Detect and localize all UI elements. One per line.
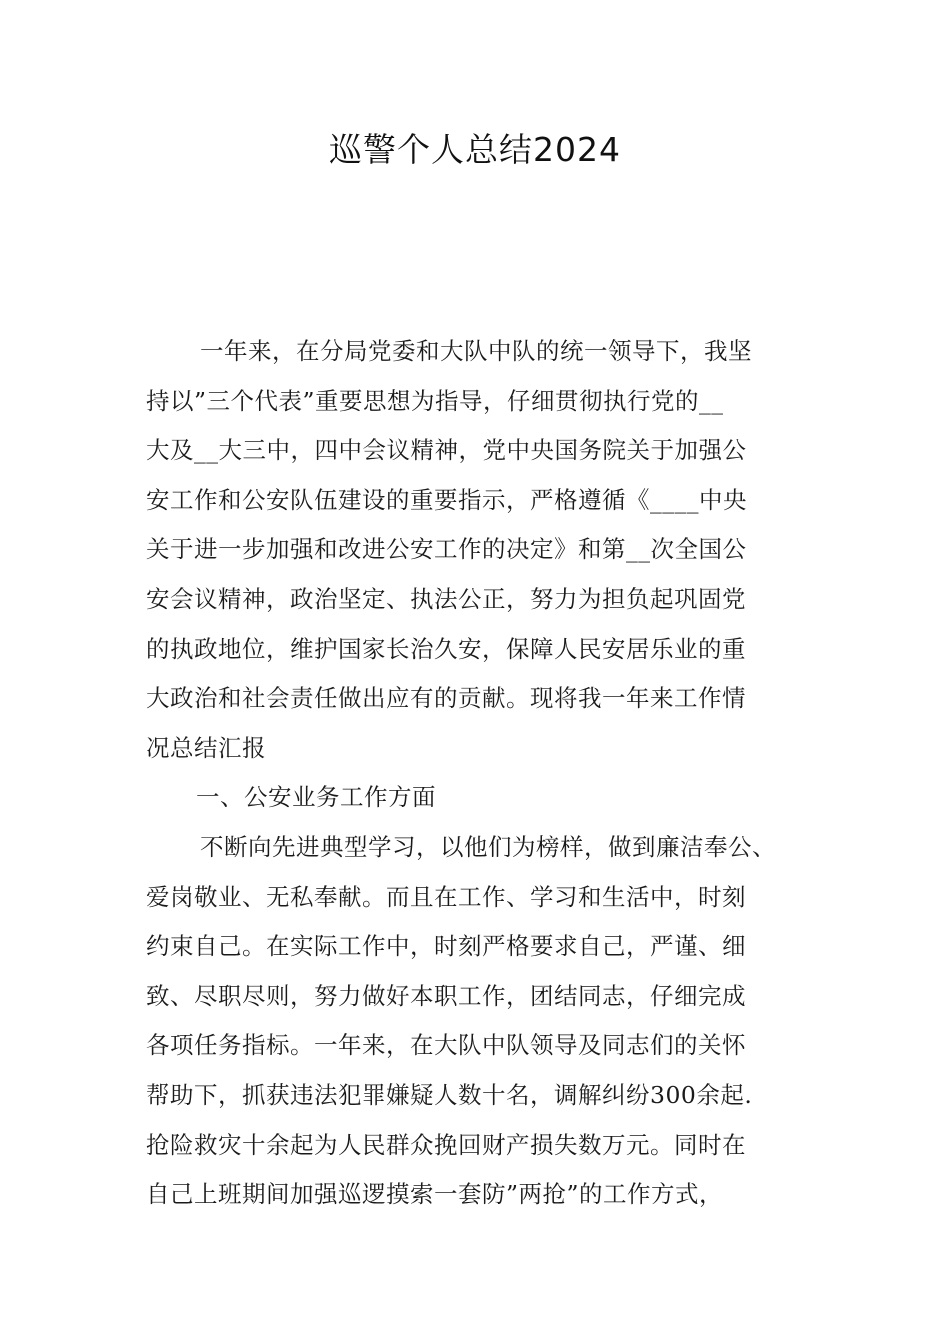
document-body (146, 327, 810, 1220)
paragraph-line: 的执政地位，维护国家长治久安，保障人民安居乐业的重 (146, 634, 746, 663)
document-title: 巡警个人总结2024 (329, 130, 621, 169)
paragraph-line: 况总结汇报 (146, 733, 266, 762)
paragraph-line: 约束自己。在实际工作中，时刻严格要求自己，严谨、细 (146, 932, 746, 961)
paragraph-line: 不断向先进典型学习，以他们为榜样，做到廉洁奉公、 (200, 832, 776, 861)
paragraph-line: 爱岗敬业、无私奉献。而且在工作、学习和生活中，时刻 (146, 882, 746, 911)
paragraph-line: 自己上班期间加强巡逻摸索一套防”两抢”的工作方式， (146, 1180, 724, 1209)
paragraph-line: 持以”三个代表”重要思想为指导，仔细贯彻执行党的__ (146, 386, 724, 415)
paragraph-line: 帮助下，抓获违法犯罪嫌疑人数十名，调解纠纷300余起. (146, 1080, 753, 1109)
paragraph-line: 大及__大三中，四中会议精神，党中央国务院关于加强公 (146, 436, 747, 465)
paragraph-line: 大政治和社会责任做出应有的贡献。现将我一年来工作情 (146, 684, 746, 713)
paragraph-line: 抢险救灾十余起为人民群众挽回财产损失数万元。同时在 (146, 1130, 746, 1159)
paragraph-line: 一年来，在分局党委和大队中队的统一领导下，我坚 (200, 337, 752, 365)
paragraph-line: 关于进一步加强和改进公安工作的决定》和第__次全国公 (146, 535, 747, 564)
paragraph-line: 安工作和公安队伍建设的重要指示，严格遵循《____中央 (146, 485, 747, 514)
paragraph-line: 安会议精神，政治坚定、执法公正，努力为担负起巩固党 (146, 584, 746, 613)
paragraph-line: 致、尽职尽则，努力做好本职工作，团结同志，仔细完成 (146, 981, 746, 1010)
section-heading: 一、公安业务工作方面 (196, 783, 436, 812)
paragraph-line: 各项任务指标。一年来，在大队中队领导及同志们的关怀 (146, 1031, 746, 1060)
